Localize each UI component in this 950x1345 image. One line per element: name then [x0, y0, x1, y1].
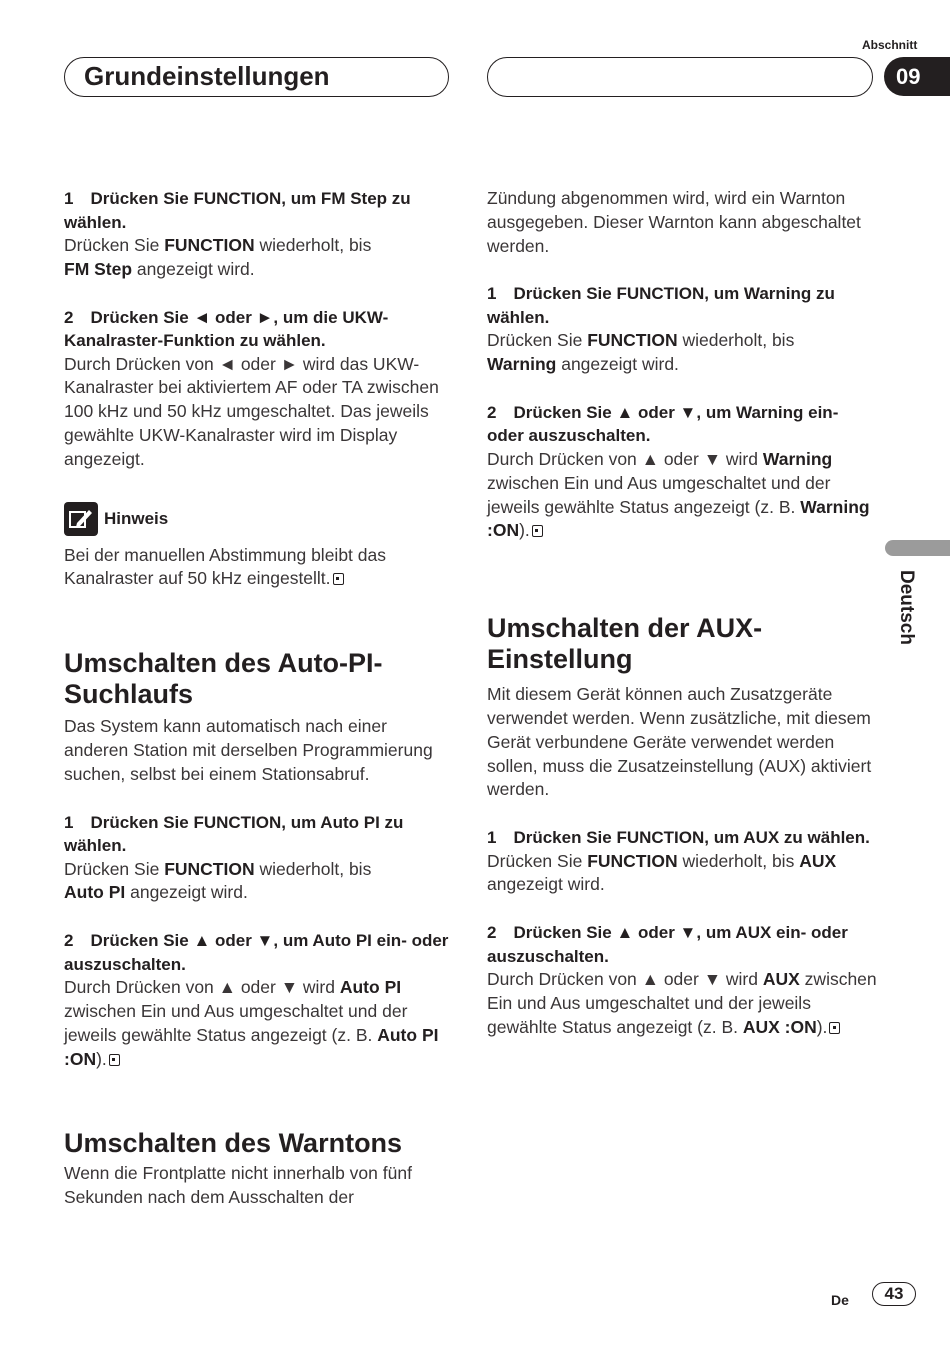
end-mark-icon	[109, 1054, 120, 1066]
fm-step-step1-title: 1 Drücken Sie FUNCTION, um FM Step zu wählen.	[64, 189, 411, 232]
end-mark-icon	[829, 1022, 840, 1034]
note-text: Bei der manuellen Abstimmung bleibt das Kanalraster auf 50 kHz eingestellt.	[64, 544, 386, 589]
warnton-heading: Umschalten des Warntons	[64, 1128, 403, 1159]
end-mark-icon	[532, 525, 543, 537]
section-label: Abschnitt	[862, 38, 918, 52]
aux-step1-body: Drücken Sie FUNCTION wiederholt, bis AUX angezeigt wird.	[487, 850, 837, 895]
aux-step2-body: Durch Drücken von ▲ oder ▼ wird AUX zwischen Ein und Aus umgeschaltet und der jeweils gewählte Status angezeigt (z. B. AUX :ON).	[487, 969, 877, 1037]
warnton-continuation: Zündung abgenommen wird, wird ein Warnton ausgegeben. Dieser Warnton kann abgeschaltet werden.	[487, 188, 861, 256]
warning-step1-body: Drücken Sie FUNCTION wiederholt, bis Warning angezeigt wird.	[487, 330, 795, 375]
note-title: Hinweis	[104, 508, 169, 528]
warning-step1-title: 1 Drücken Sie FUNCTION, um Warning zu wählen.	[487, 284, 835, 327]
end-mark-icon	[333, 573, 344, 585]
fm-step-step2-body: Durch Drücken von ◄ oder ► wird das UKW-Kanalraster bei aktiviertem AF oder TA zwischen 100 kHz und 50 kHz umgeschaltet. Das jeweils gewählte UKW-Kanalraster wird im Display angezeigt.	[64, 353, 439, 469]
pencil-note-icon	[64, 502, 98, 536]
aux-step1-title: 1 Drücken Sie FUNCTION, um AUX zu wählen.	[487, 828, 870, 848]
auto-pi-step1-body: Drücken Sie FUNCTION wiederholt, bis Auto PI angezeigt wird.	[64, 858, 372, 903]
auto-pi-intro: Das System kann automatisch nach einer anderen Station mit derselben Programmierung suchen, selbst bei einem Stationsabruf.	[64, 716, 433, 784]
left-column	[64, 187, 454, 1210]
page-number: 43	[872, 1282, 916, 1306]
auto-pi-step2-body: Durch Drücken von ▲ oder ▼ wird Auto PI zwischen Ein und Aus umgeschaltet und der jeweils gewählte Status angezeigt (z. B. Auto PI :ON).	[64, 977, 439, 1069]
footer-language-code: De	[831, 1292, 849, 1308]
auto-pi-step1-title: 1 Drücken Sie FUNCTION, um Auto PI zu wählen.	[64, 812, 404, 856]
auto-pi-heading: Umschalten des Auto-PI-Suchlaufs	[64, 648, 383, 710]
fm-step-step2-title: 2 Drücken Sie ◄ oder ►, um die UKW-Kanalraster-Funktion zu wählen.	[64, 307, 389, 351]
fm-step-step1-body: Drücken Sie FUNCTION wiederholt, bis FM Step angezeigt wird.	[64, 235, 372, 279]
warnton-intro: Wenn die Frontplatte nicht innerhalb von fünf Sekunden nach dem Ausschalten der	[64, 1163, 412, 1208]
right-column	[487, 187, 877, 1040]
aux-intro: Mit diesem Gerät können auch Zusatzgeräte verwendet werden. Wenn zusätzliche, mit diesem Gerät verbundene Geräte verwendet werden sollen, muss die Zusatzeinstellung (AUX) aktiviert werden.	[487, 684, 872, 800]
language-tab-marker	[885, 540, 950, 556]
aux-step2-title: 2 Drücken Sie ▲ oder ▼, um AUX ein- oder auszuschalten.	[487, 923, 848, 966]
auto-pi-step2-title: 2 Drücken Sie ▲ oder ▼, um Auto PI ein- oder auszuschalten.	[64, 931, 449, 974]
header-empty-frame	[487, 57, 873, 97]
warning-step2-title: 2 Drücken Sie ▲ oder ▼, um Warning ein- oder auszuschalten.	[487, 402, 839, 446]
warning-step2-body: Durch Drücken von ▲ oder ▼ wird Warning zwischen Ein und Aus umgeschaltet und der jeweils gewählte Status angezeigt (z. B. Warning :ON).	[487, 448, 870, 541]
aux-heading: Umschalten der AUX-Einstellung	[487, 613, 763, 675]
page-title: Grundeinstellungen	[84, 61, 330, 91]
section-number-badge: 09	[884, 57, 950, 96]
language-tab-label: Deutsch	[896, 570, 917, 645]
note-header	[64, 502, 454, 536]
